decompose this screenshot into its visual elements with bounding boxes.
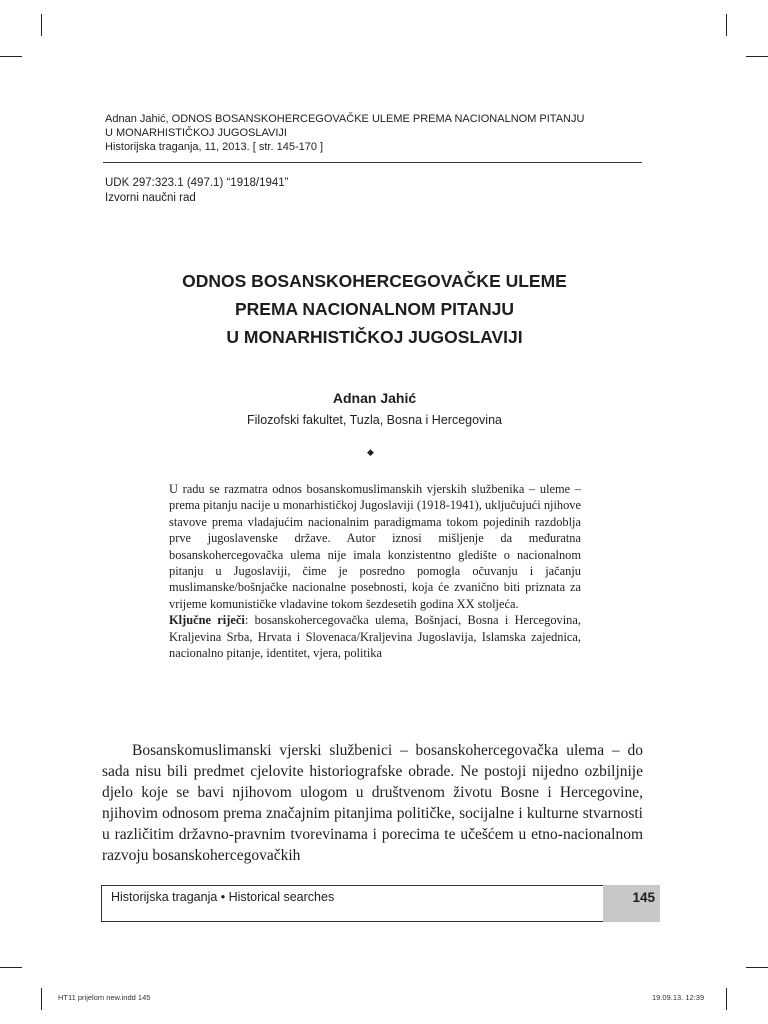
- title-line-1: ODNOS BOSANSKOHERCEGOVAČKE ULEME: [182, 271, 567, 291]
- slug-date-time: 19.09.13. 12:39: [652, 993, 705, 1002]
- slug-file-info: HT11 prijelom new.indd 145: [58, 993, 151, 1002]
- classification-block: [105, 176, 288, 206]
- crop-mark-top-left: [41, 14, 42, 36]
- crop-mark-right-top: [746, 56, 768, 57]
- crop-mark-top-right: [726, 14, 727, 36]
- article-type: Izvorni naučni rad: [105, 192, 196, 204]
- footer-journal-name: Historijska traganja • Historical searches: [111, 890, 335, 904]
- crop-mark-left-bottom: [0, 967, 22, 968]
- title-line-3: U MONARHISTIČKOJ JUGOSLAVIJI: [226, 327, 523, 347]
- author-name: Adnan Jahić: [332, 390, 417, 406]
- keywords-label: Ključne riječi: [169, 613, 245, 628]
- header-divider: [103, 162, 642, 163]
- page-number: 145: [632, 890, 655, 905]
- abstract: [169, 481, 581, 661]
- running-header-line-1: Adnan Jahić, ODNOS BOSANSKOHERCEGOVAČKE ULEME PREMA NACIONALNOM PITANJU: [105, 113, 585, 125]
- crop-mark-left-top: [0, 56, 22, 57]
- running-header: [105, 112, 625, 154]
- abstract-text: U radu se razmatra odnos bosanskomuslimanskih vjerskih službenika – uleme – prema pitanju nacije u monarhističkoj Jugoslaviji (1918-1941), uključujući njihove stavove prema vladajućim nacionalnim paradigmama tokom pojedinih razdoblja prve jugoslavenske države. Autor iznosi mišljenje da međuratna bosanskohercegovačka ulema nije imala konzistentno gledište o nacionalnom pitanju u Jugoslaviji, čime je posredno pomogla očuvanju i jačanju muslimanske/bošnjačke nacionalne posebnosti, koja će zvanično biti priznata za vrijeme komunističke vladavine tokom šezdesetih godina XX stoljeća.: [169, 482, 581, 611]
- running-header-line-2: U MONARHISTIČKOJ JUGOSLAVIJI: [105, 127, 287, 139]
- diamond-ornament-icon: ◆: [367, 447, 374, 457]
- udk-code: UDK 297:323.1 (497.1) “1918/1941”: [105, 177, 289, 189]
- article-title: [100, 267, 649, 351]
- crop-mark-right-bottom: [746, 967, 768, 968]
- crop-mark-bottom-right: [726, 988, 727, 1010]
- running-header-line-3: Historijska traganja, 11, 2013. [ str. 145-170 ]: [105, 141, 324, 153]
- keywords-list: : bosanskohercegovačka ulema, Bošnjaci, Bosna i Hercegovina, Kraljevina Srba, Hrvata i Slovenaca/Kraljevina Jugoslavija, Islamska zajednica, nacionalno pitanje, identitet, vjera, politika: [169, 613, 581, 661]
- keywords: [169, 612, 581, 661]
- crop-mark-bottom-left: [41, 988, 42, 1010]
- author-affiliation: Filozofski fakultet, Tuzla, Bosna i Hercegovina: [247, 413, 502, 427]
- title-line-2: PREMA NACIONALNOM PITANJU: [234, 299, 515, 319]
- body-paragraph: Bosanskomuslimanski vjerski službenici – bosanskohercegovačka ulema – do sada nisu bili predmet cjelovite historiografske obrade. Ne postoji nijedno ozbiljnije djelo koje se bavi njihovom ulogom u društvenom životu Bosne i Hercegovine, njihovim odnosom prema značajnim pitanjima političke, socijalne i kulturne stvarnosti u različitim državno-pravnim tvorevinama i porecima te učešćem u etno-nacionalnom razvoju bosanskohercegovačkih: [102, 742, 643, 864]
